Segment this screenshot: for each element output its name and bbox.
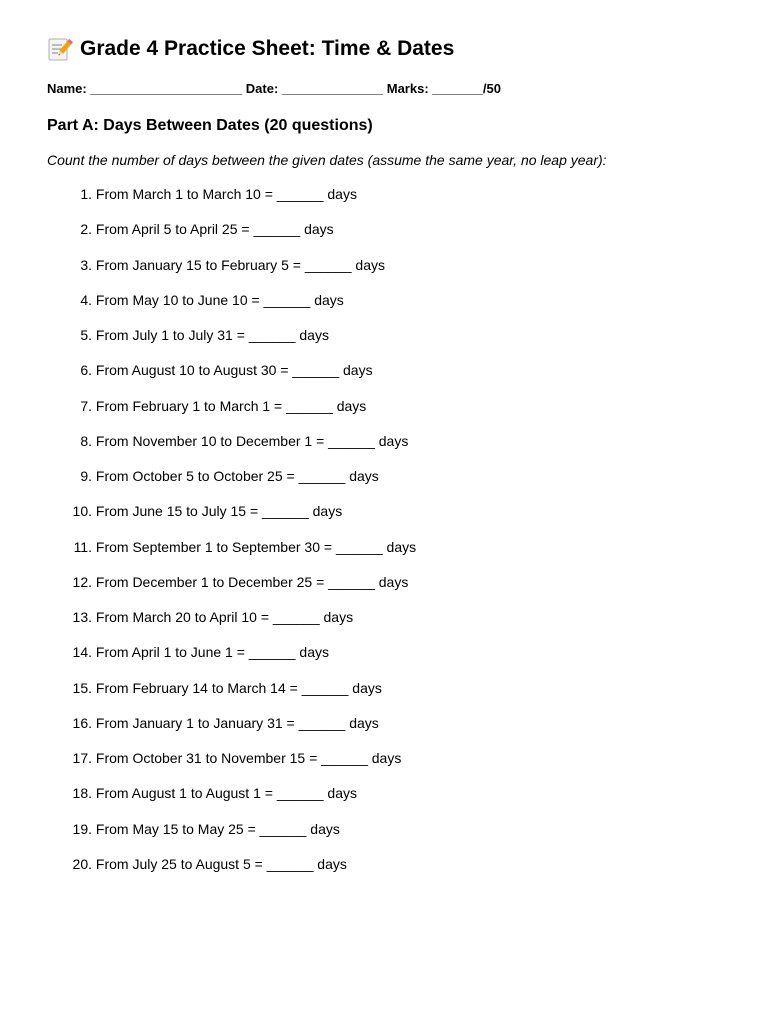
- question-number: 8.: [80, 432, 92, 449]
- question-item: [47, 856, 416, 891]
- question-item: [47, 468, 416, 503]
- question-number: 1.: [80, 186, 92, 202]
- question-number: 19.: [72, 820, 92, 837]
- question-text: From February 1 to March 1 = ______ days: [92, 397, 367, 414]
- page-title: [47, 36, 454, 62]
- question-text: From June 15 to July 15 = ______ days: [92, 503, 343, 520]
- question-number: 15.: [72, 679, 92, 696]
- question-number: 20.: [72, 855, 92, 872]
- question-item: [47, 221, 416, 256]
- question-number: 4.: [80, 291, 92, 308]
- question-text: From July 1 to July 31 = ______ days: [92, 327, 329, 343]
- question-number: 3.: [80, 256, 92, 273]
- question-item: [47, 327, 416, 362]
- question-number: 12.: [72, 573, 92, 590]
- question-text: From March 1 to March 10 = ______ days: [92, 186, 357, 202]
- question-number: 2.: [80, 221, 92, 238]
- question-text: From May 10 to June 10 = ______ days: [92, 291, 344, 308]
- question-text: From October 5 to October 25 = ______ days: [92, 468, 379, 484]
- question-item: [47, 715, 416, 750]
- question-item: [47, 750, 416, 785]
- question-text: From August 10 to August 30 = ______ days: [92, 362, 373, 379]
- question-number: 14.: [72, 644, 92, 661]
- student-info-line: Name: _____________________ Date: ______________ Marks: _______/50: [47, 81, 501, 96]
- question-text: From May 15 to May 25 = ______ days: [92, 820, 340, 837]
- question-item: [47, 539, 416, 574]
- question-text: From November 10 to December 1 = ______ days: [92, 432, 409, 449]
- question-number: 7.: [80, 397, 92, 414]
- question-text: From April 5 to April 25 = ______ days: [92, 221, 334, 238]
- question-item: [47, 785, 416, 820]
- question-text: From August 1 to August 1 = ______ days: [92, 785, 358, 802]
- question-text: From December 1 to December 25 = ______ days: [92, 573, 409, 590]
- question-list: [47, 186, 416, 891]
- question-text: From April 1 to June 1 = ______ days: [92, 644, 329, 661]
- question-number: 6.: [80, 362, 92, 379]
- question-number: 16.: [72, 714, 92, 731]
- question-item: [47, 398, 416, 433]
- question-text: From February 14 to March 14 = ______ days: [92, 679, 382, 696]
- question-item: [47, 433, 416, 468]
- part-a-instructions: Count the number of days between the given dates (assume the same year, no leap year):: [47, 152, 607, 168]
- question-number: 10.: [72, 503, 92, 520]
- question-item: [47, 362, 416, 397]
- question-number: 13.: [72, 609, 92, 625]
- question-text: From October 31 to November 15 = ______ days: [92, 750, 402, 766]
- question-text: From July 25 to August 5 = ______ days: [92, 855, 347, 872]
- memo-pencil-icon: [47, 36, 73, 62]
- page-title-text: Grade 4 Practice Sheet: Time & Dates: [80, 37, 455, 60]
- question-item: [47, 609, 416, 644]
- question-item: [47, 186, 416, 221]
- question-number: 5.: [80, 327, 92, 343]
- question-number: 11.: [73, 538, 92, 555]
- question-text: From September 1 to September 30 = ______ days: [92, 538, 417, 555]
- question-item: [47, 821, 416, 856]
- question-item: [47, 292, 416, 327]
- question-item: [47, 680, 416, 715]
- question-text: From January 1 to January 31 = ______ days: [92, 714, 379, 731]
- question-number: 18.: [72, 785, 92, 802]
- question-item: [47, 644, 416, 679]
- part-a-title: Part A: Days Between Dates (20 questions): [47, 117, 373, 134]
- question-item: [47, 257, 416, 292]
- question-number: 17.: [72, 750, 92, 766]
- question-text: From January 15 to February 5 = ______ days: [92, 256, 385, 273]
- question-item: [47, 503, 416, 538]
- question-number: 9.: [80, 468, 92, 484]
- question-item: [47, 574, 416, 609]
- question-text: From March 20 to April 10 = ______ days: [92, 609, 354, 625]
